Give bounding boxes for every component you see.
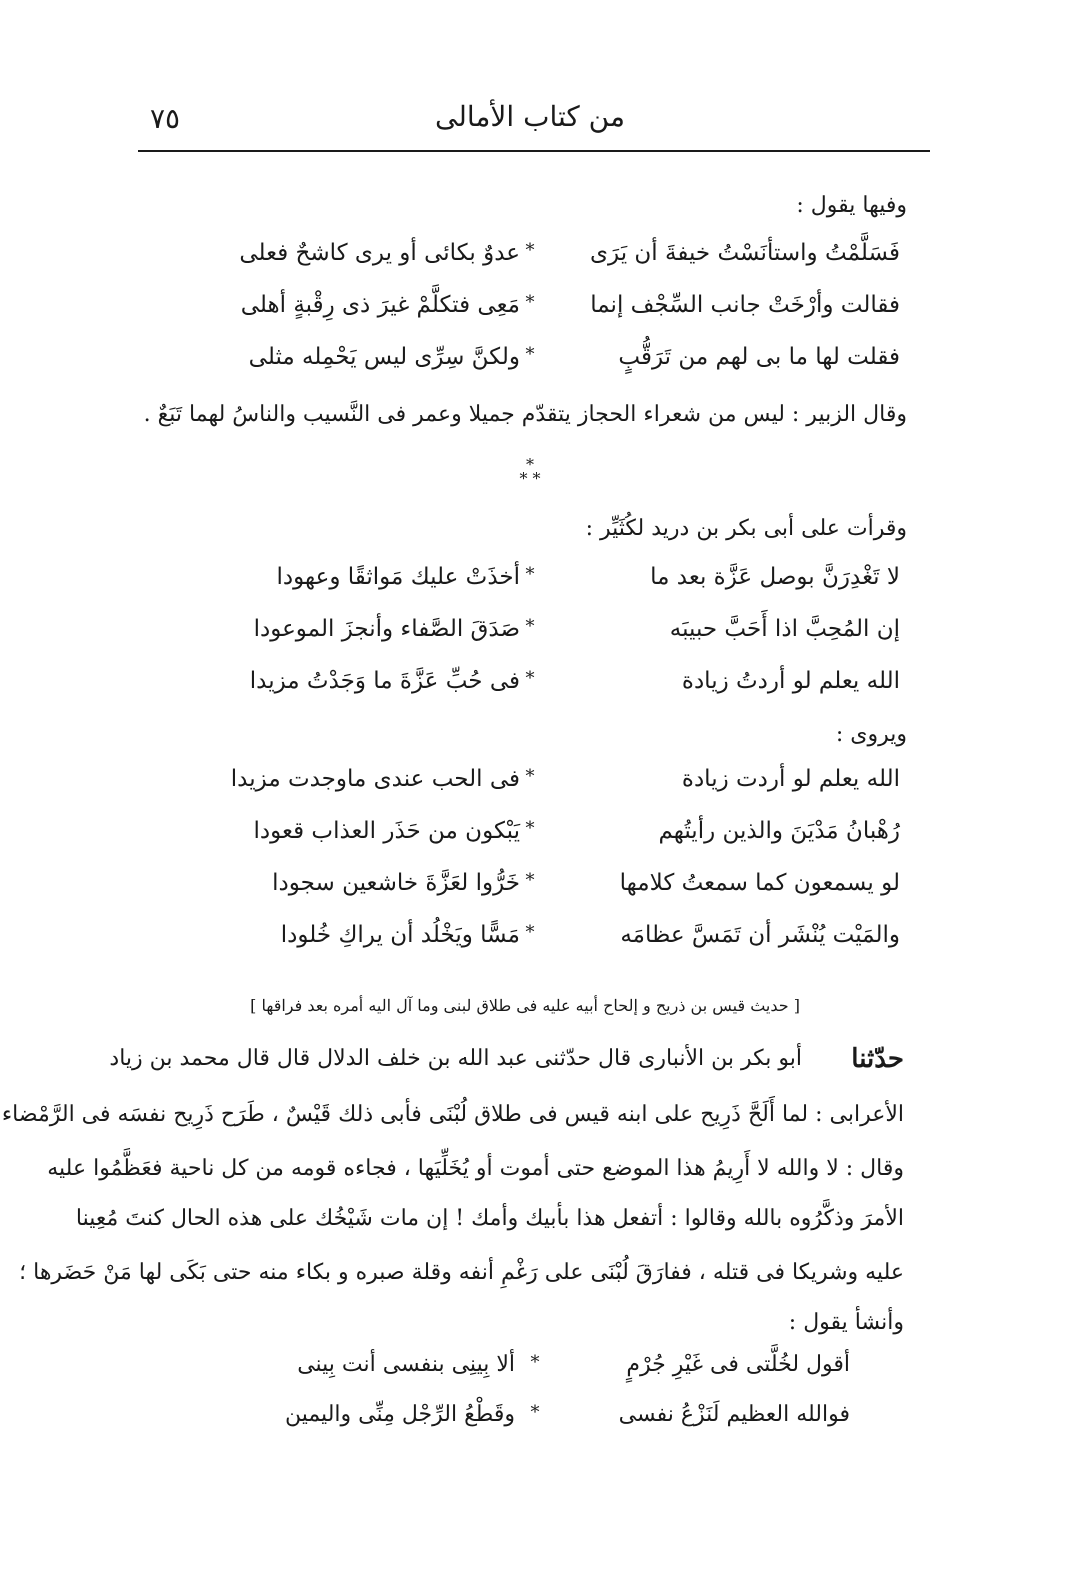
verse-second-hemistich: فى الحب عندى ماوجدت مزيدا — [230, 766, 520, 792]
section-heading-note: [ حديث قيس بن ذريح و إلحاح أبيه عليه فى طلاق لبنى وما آل اليه أمره بعد فراقها ] — [250, 996, 800, 1015]
verse-first-hemistich: فقالت وأرْخَتْ جانب السِّجْف إنما — [590, 292, 900, 318]
hemistich-separator: * — [530, 1352, 540, 1373]
verse-line — [290, 1352, 850, 1392]
verse-first-hemistich: إن المُحِبَّ اذا أَحَبَّ حبيبَه — [669, 616, 900, 642]
verse-line — [200, 344, 900, 384]
verse-first-hemistich: أقول لخُلَّتى فى غَيْرِ جُرْمٍ — [626, 1352, 850, 1377]
verse-line — [200, 870, 900, 910]
verse-first-hemistich: رُهْبانُ مَدْيَنَ والذين رأيتُهم — [658, 818, 900, 844]
hemistich-separator: * — [525, 616, 535, 637]
verse-line — [200, 292, 900, 332]
verse-line — [200, 668, 900, 708]
section-asterism — [500, 455, 560, 488]
section-intro: وقرأت على أبى بكر بن دريد لكُثَيِّر : — [585, 516, 907, 541]
verse-line — [284, 1402, 850, 1442]
hemistich-separator: * — [525, 766, 535, 787]
verse-first-hemistich: فوالله العظيم لَنَزْعُ نفسى — [618, 1402, 850, 1427]
verse-second-hemistich: أخذَتْ عليك مَواثقًا وعهودا — [276, 564, 520, 590]
variant-intro: ويروى : — [835, 722, 907, 747]
running-title: من كتاب الأمالى — [435, 100, 625, 133]
hemistich-separator: * — [525, 668, 535, 689]
verse-second-hemistich: فى حُبِّ عَزَّةَ ما وَجَدْتُ مزيدا — [249, 668, 520, 694]
hemistich-separator: * — [525, 818, 535, 839]
verse-second-hemistich: يَبْكون من حَذَر العذاب قعودا — [253, 818, 520, 844]
verse-line — [200, 240, 900, 280]
verse-first-hemistich: فَسَلَّمْتُ واستأنَسْتُ خيفةَ أن يَرَى — [590, 240, 900, 266]
prose-line: عليه وشريكا فى قتله ، ففارَقَ لُبْنَى على رَغْمِ أنفه وقلة صبره و بكاء منه حتى بَكَى لها مَنْ حَضَرها ؛ — [19, 1260, 904, 1285]
verse-first-hemistich: والمَيْت يُنْشَر أن تَمَسَّ عظامَه — [620, 922, 900, 948]
verse-second-hemistich: عدوٌ بكائى أو يرى كاشحٌ فعلى — [239, 240, 520, 266]
verse-first-hemistich: الله يعلم لو أردت زيادة — [681, 766, 900, 792]
hemistich-separator: * — [530, 1402, 540, 1423]
hemistich-separator: * — [525, 922, 535, 943]
lead-word: حدّثنا — [851, 1044, 904, 1074]
verse-second-hemistich: ولكنَّ سِرِّى ليس يَحْمِله مثلى — [248, 344, 520, 370]
verse-first-hemistich: فقلت لها ما بى لهم من تَرَقُّبٍ — [618, 344, 900, 370]
asterism-bottom: * * — [519, 469, 541, 488]
verse-first-hemistich: لو يسمعون كما سمعتُ كلامها — [619, 870, 900, 896]
header-rule — [138, 150, 930, 152]
prose-line: الأمرَ وذكَّرُوه بالله وقالوا : أتفعل هذا بأبيك وأمك ! إن مات شَيْخُك على هذه الحال كنتَ مُعِينا — [75, 1206, 904, 1231]
prose-line: أبو بكر بن الأنبارى قال حدّثنى عبد الله بن خلف الدلال قال قال محمد بن زياد — [109, 1046, 802, 1071]
verse-first-hemistich: الله يعلم لو أردتُ زيادة — [681, 668, 900, 694]
section-intro: وفيها يقول : — [796, 193, 907, 218]
verse-line — [200, 616, 900, 656]
verse-second-hemistich: ألا بِينِى بنفسى أنت بِينى — [297, 1352, 515, 1377]
prose-line-short: وأنشأ يقول : — [788, 1310, 904, 1335]
verse-second-hemistich: صَدَقَ الصَّفاء وأنجزَ الموعودا — [253, 616, 520, 642]
prose-line: وقال الزبير : ليس من شعراء الحجاز يتقدّم جميلا وعمر فى النَّسيب والناسُ لهما تَبَعٌ . — [143, 402, 907, 427]
hemistich-separator: * — [525, 240, 535, 261]
verse-first-hemistich: لا تَغْدِرَنَّ بوصل عَزَّة بعد ما — [650, 564, 900, 590]
verse-second-hemistich: مَعِى فتكلَّمْ غيرَ ذى رِقْبةٍ أهلى — [240, 292, 520, 318]
verse-second-hemistich: خَرُّوا لعَزَّةَ خاشعين سجودا — [272, 870, 520, 896]
verse-line — [200, 922, 900, 962]
verse-line — [200, 766, 900, 806]
verse-second-hemistich: مَسًّا ويَخْلُد أن يراكِ خُلودا — [280, 922, 520, 948]
prose-line: الأعرابى : لما أَلَحَّ ذَرِيح على ابنه قيس فى طلاق لُبْنَى فأبى ذلك قَيْسٌ ، طَرَح ذَرِيح نفسَه فى الرَّمْضاء — [1, 1102, 904, 1127]
hemistich-separator: * — [525, 344, 535, 365]
hemistich-separator: * — [525, 564, 535, 585]
verse-second-hemistich: وقَطْعُ الرِّجْل مِنِّى واليمين — [284, 1402, 515, 1427]
hemistich-separator: * — [525, 870, 535, 891]
verse-line — [200, 818, 900, 858]
page-number: ٧٥ — [150, 102, 181, 135]
hemistich-separator: * — [525, 292, 535, 313]
prose-line: وقال : لا والله لا أَرِيمُ هذا الموضع حتى أموت أو يُخَلِّيَها ، فجاءه قومه من كل ناحية فعَظَّمُوا عليه — [47, 1156, 904, 1181]
asterism-top: * — [526, 455, 534, 474]
verse-line — [200, 564, 900, 604]
